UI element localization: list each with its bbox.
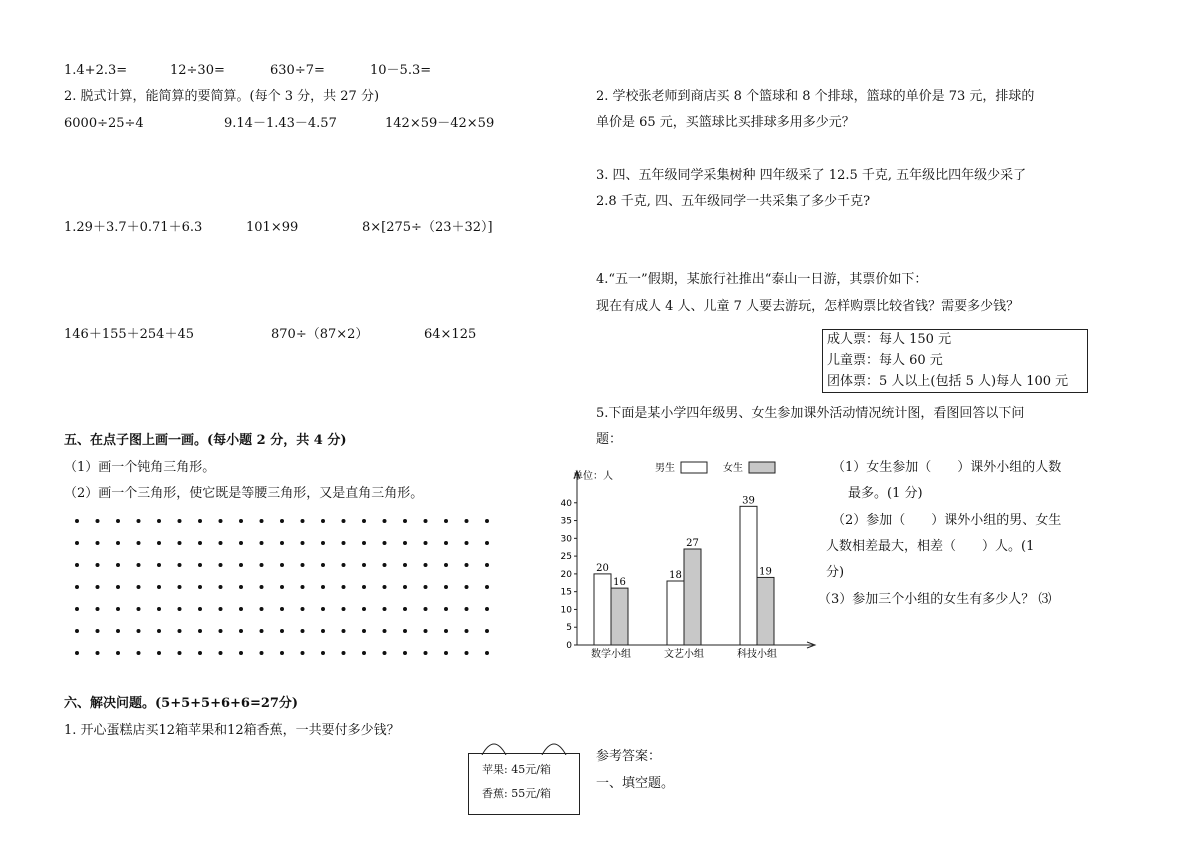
y-tick-label: 15: [560, 587, 572, 598]
grid-dot: [362, 651, 366, 655]
grid-dot: [260, 563, 264, 567]
grid-dot: [75, 563, 79, 567]
grid-dot: [219, 541, 223, 545]
grid-dot: [342, 541, 346, 545]
bar-value-label: 27: [686, 538, 699, 549]
grid-dot: [137, 541, 141, 545]
grid-dot: [178, 651, 182, 655]
grid-dot: [465, 541, 469, 545]
grid-dot: [321, 607, 325, 611]
grid-dot: [424, 629, 428, 633]
grid-dot: [342, 629, 346, 633]
grid-dot: [116, 585, 120, 589]
grid-dot: [178, 519, 182, 523]
oral-calc-2: 12÷30=: [170, 63, 225, 78]
y-tick-label: 20: [560, 569, 572, 580]
grid-dot: [301, 585, 305, 589]
grid-dot: [403, 651, 407, 655]
expr-5: 101×99: [246, 220, 299, 235]
r-q2-line2: 单价是 65 元，买篮球比买排球多用多少元？: [596, 115, 855, 130]
bar: [667, 581, 684, 645]
grid-dot: [403, 541, 407, 545]
grid-dot: [239, 563, 243, 567]
grid-dot: [260, 585, 264, 589]
grid-dot: [403, 629, 407, 633]
grid-dot: [383, 607, 387, 611]
grid-dot: [96, 629, 100, 633]
category-label: 数学小组: [591, 649, 631, 660]
category-label: 科技小组: [737, 649, 777, 660]
grid-dot: [424, 651, 428, 655]
dot-grid: [74, 518, 494, 658]
grid-dot: [137, 607, 141, 611]
grid-dot: [383, 629, 387, 633]
grid-dot: [96, 585, 100, 589]
r-q5-line2: 题：: [596, 432, 623, 447]
grid-dot: [178, 541, 182, 545]
grid-dot: [96, 519, 100, 523]
activity-bar-chart: [555, 455, 820, 665]
expr-7: 146＋155＋254＋45: [64, 327, 194, 342]
grid-dot: [485, 563, 489, 567]
price-sign: [468, 735, 580, 815]
grid-dot: [116, 563, 120, 567]
grid-dot: [444, 585, 448, 589]
grid-dot: [157, 651, 161, 655]
bar: [594, 574, 611, 645]
grid-dot: [485, 651, 489, 655]
legend-swatch: [681, 462, 707, 473]
grid-dot: [362, 563, 366, 567]
grid-dot: [444, 519, 448, 523]
grid-dot: [383, 519, 387, 523]
grid-dot: [260, 519, 264, 523]
grid-dot: [301, 541, 305, 545]
grid-dot: [239, 519, 243, 523]
grid-dot: [219, 563, 223, 567]
grid-dot: [321, 519, 325, 523]
expr-2: 9.14－1.43－4.57: [224, 116, 337, 131]
grid-dot: [424, 585, 428, 589]
grid-dot: [465, 629, 469, 633]
y-tick-label: 0: [566, 641, 572, 651]
grid-dot: [362, 541, 366, 545]
answer-title: 参考答案：: [596, 749, 662, 764]
grid-dot: [465, 585, 469, 589]
expr-6: 8×[275÷（23＋32）]: [362, 220, 493, 235]
section-5-title: 五、在点子图上画一画。(每小题 2 分，共 4 分): [64, 433, 347, 448]
grid-dot: [116, 607, 120, 611]
sub-q2-line2: 人数相差最大，相差（ ）人。(1: [826, 539, 1035, 554]
grid-dot: [260, 541, 264, 545]
price-sign-hooks: [468, 735, 580, 755]
ticket-adult: 成人票：每人 150 元: [827, 332, 952, 347]
grid-dot: [75, 585, 79, 589]
bar-value-label: 20: [596, 562, 609, 574]
answer-section: 一、填空题。: [596, 776, 675, 791]
grid-dot: [321, 585, 325, 589]
grid-dot: [75, 607, 79, 611]
grid-dot: [219, 651, 223, 655]
grid-dot: [219, 585, 223, 589]
grid-dot: [239, 607, 243, 611]
grid-dot: [75, 651, 79, 655]
grid-dot: [485, 607, 489, 611]
grid-dot: [321, 563, 325, 567]
y-tick-label: 30: [560, 534, 572, 545]
grid-dot: [321, 651, 325, 655]
bar-value-label: 39: [742, 495, 755, 507]
grid-dot: [116, 519, 120, 523]
grid-dot: [157, 563, 161, 567]
grid-dot: [342, 563, 346, 567]
price-banana: 香蕉: 55元/箱: [482, 787, 551, 800]
grid-dot: [301, 563, 305, 567]
grid-dot: [157, 519, 161, 523]
legend-label: 女生: [723, 463, 743, 474]
grid-dot: [424, 519, 428, 523]
grid-dot: [465, 607, 469, 611]
r-q5-line1: 5.下面是某小学四年级男、女生参加课外活动情况统计图，看图回答以下问: [596, 406, 1025, 421]
grid-dot: [96, 651, 100, 655]
bar: [611, 588, 628, 645]
grid-dot: [362, 629, 366, 633]
legend-swatch: [749, 462, 775, 473]
r-q2-line1: 2. 学校张老师到商店买 8 个篮球和 8 个排球，篮球的单价是 73 元，排球的: [596, 89, 1035, 104]
grid-dot: [260, 607, 264, 611]
grid-dot: [280, 585, 284, 589]
grid-dot: [239, 541, 243, 545]
expr-3: 142×59－42×59: [385, 116, 495, 131]
expr-8: 870÷（87×2）: [271, 327, 369, 342]
grid-dot: [260, 629, 264, 633]
grid-dot: [342, 585, 346, 589]
oral-calc-1: 1.4+2.3=: [64, 63, 128, 78]
bar: [740, 506, 757, 645]
grid-dot: [465, 651, 469, 655]
bar-value-label: 19: [759, 566, 772, 578]
grid-dot: [321, 541, 325, 545]
grid-dot: [362, 519, 366, 523]
grid-dot: [239, 651, 243, 655]
grid-dot: [137, 629, 141, 633]
grid-dot: [383, 541, 387, 545]
grid-dot: [239, 585, 243, 589]
r-q3-line1: 3. 四、五年级同学采集树种 四年级采了 12.5 千克, 五年级比四年级少采了: [596, 168, 1027, 183]
sub-q3: （3）参加三个小组的女生有多少人？ ⑶: [818, 592, 1052, 607]
grid-dot: [280, 519, 284, 523]
grid-dot: [178, 629, 182, 633]
grid-dot: [75, 541, 79, 545]
grid-dot: [280, 607, 284, 611]
grid-dot: [239, 629, 243, 633]
ticket-group: 团体票：5 人以上(包括 5 人)每人 100 元: [827, 374, 1069, 389]
grid-dot: [75, 629, 79, 633]
grid-dot: [157, 585, 161, 589]
grid-dot: [96, 563, 100, 567]
grid-dot: [198, 651, 202, 655]
r-q4-line2: 现在有成人 4 人、儿童 7 人要去游玩，怎样购票比较省钱？需要多少钱？: [596, 299, 1020, 314]
category-label: 文艺小组: [664, 649, 704, 660]
grid-dot: [465, 519, 469, 523]
grid-dot: [260, 651, 264, 655]
grid-dot: [137, 585, 141, 589]
grid-dot: [342, 519, 346, 523]
expr-4: 1.29＋3.7＋0.71＋6.3: [64, 220, 203, 235]
y-tick-label: 25: [560, 552, 572, 563]
grid-dot: [444, 651, 448, 655]
grid-dot: [362, 585, 366, 589]
grid-dot: [485, 629, 489, 633]
grid-dot: [198, 585, 202, 589]
grid-dot: [465, 563, 469, 567]
expr-1: 6000÷25÷4: [64, 116, 144, 131]
grid-dot: [403, 607, 407, 611]
y-tick-label: 5: [566, 623, 572, 634]
grid-dot: [219, 519, 223, 523]
ticket-child: 儿童票：每人 60 元: [827, 353, 943, 368]
grid-dot: [280, 651, 284, 655]
grid-dot: [96, 607, 100, 611]
grid-dot: [116, 651, 120, 655]
grid-dot: [301, 519, 305, 523]
grid-dot: [321, 629, 325, 633]
y-tick-label: 40: [560, 498, 572, 509]
grid-dot: [403, 519, 407, 523]
grid-dot: [219, 607, 223, 611]
grid-dot: [157, 607, 161, 611]
grid-dot: [219, 629, 223, 633]
grid-dot: [116, 629, 120, 633]
sub-q2-line1: （2）参加（ ）课外小组的男、女生: [832, 513, 1062, 528]
price-apple: 苹果: 45元/箱: [482, 763, 551, 776]
grid-dot: [301, 607, 305, 611]
unit-label: 单位：人: [573, 471, 613, 482]
grid-dot: [362, 607, 366, 611]
grid-dot: [280, 563, 284, 567]
grid-dot: [157, 541, 161, 545]
grid-dot: [96, 541, 100, 545]
expr-9: 64×125: [424, 327, 477, 342]
grid-dot: [301, 629, 305, 633]
grid-dot: [485, 541, 489, 545]
grid-dot: [178, 607, 182, 611]
grid-dot: [280, 629, 284, 633]
r-q4-line1: 4.“五一”假期，某旅行社推出“泰山一日游，其票价如下：: [596, 272, 928, 287]
grid-dot: [444, 563, 448, 567]
grid-dot: [157, 629, 161, 633]
bar: [684, 549, 701, 645]
grid-dot: [444, 607, 448, 611]
grid-dot: [485, 519, 489, 523]
grid-dot: [403, 563, 407, 567]
r-q3-line2: 2.8 千克, 四、五年级同学一共采集了多少千克?: [596, 194, 871, 209]
grid-dot: [383, 563, 387, 567]
y-tick-label: 10: [560, 605, 572, 616]
y-tick-label: 35: [560, 516, 572, 527]
grid-dot: [444, 541, 448, 545]
bar-value-label: 18: [669, 570, 682, 581]
grid-dot: [403, 585, 407, 589]
grid-dot: [198, 607, 202, 611]
legend-label: 男生: [655, 463, 675, 474]
grid-dot: [116, 541, 120, 545]
section-6-title: 六、解决问题。(5+5+5+6+6=27分): [64, 696, 299, 711]
grid-dot: [198, 563, 202, 567]
grid-dot: [301, 651, 305, 655]
section-6-q1: 1. 开心蛋糕店买12箱苹果和12箱香蕉，一共要付多少钱？: [64, 723, 400, 738]
grid-dot: [137, 519, 141, 523]
grid-dot: [178, 563, 182, 567]
q2-title: 2. 脱式计算，能简算的要简算。(每个 3 分，共 27 分): [64, 89, 380, 104]
grid-dot: [383, 585, 387, 589]
grid-dot: [444, 629, 448, 633]
grid-dot: [137, 651, 141, 655]
grid-dot: [198, 629, 202, 633]
section-5-q2: （2）画一个三角形，使它既是等腰三角形，又是直角三角形。: [64, 486, 424, 501]
grid-dot: [137, 563, 141, 567]
grid-dot: [198, 541, 202, 545]
grid-dot: [424, 607, 428, 611]
sub-q1-line2: 最多。(1 分): [848, 486, 923, 501]
grid-dot: [424, 541, 428, 545]
sub-q1-line1: （1）女生参加（ ）课外小组的人数: [832, 460, 1062, 475]
oral-calc-3: 630÷7=: [270, 63, 325, 78]
grid-dot: [75, 519, 79, 523]
sub-q2-line3: 分): [826, 565, 845, 580]
grid-dot: [178, 585, 182, 589]
section-5-q1: （1）画一个钝角三角形。: [64, 460, 216, 475]
grid-dot: [280, 541, 284, 545]
grid-dot: [198, 519, 202, 523]
grid-dot: [342, 651, 346, 655]
grid-dot: [485, 585, 489, 589]
grid-dot: [342, 607, 346, 611]
grid-dot: [424, 563, 428, 567]
grid-dot: [383, 651, 387, 655]
oral-calc-4: 10－5.3=: [370, 63, 432, 78]
bar-value-label: 16: [613, 577, 626, 589]
bar: [757, 577, 774, 645]
